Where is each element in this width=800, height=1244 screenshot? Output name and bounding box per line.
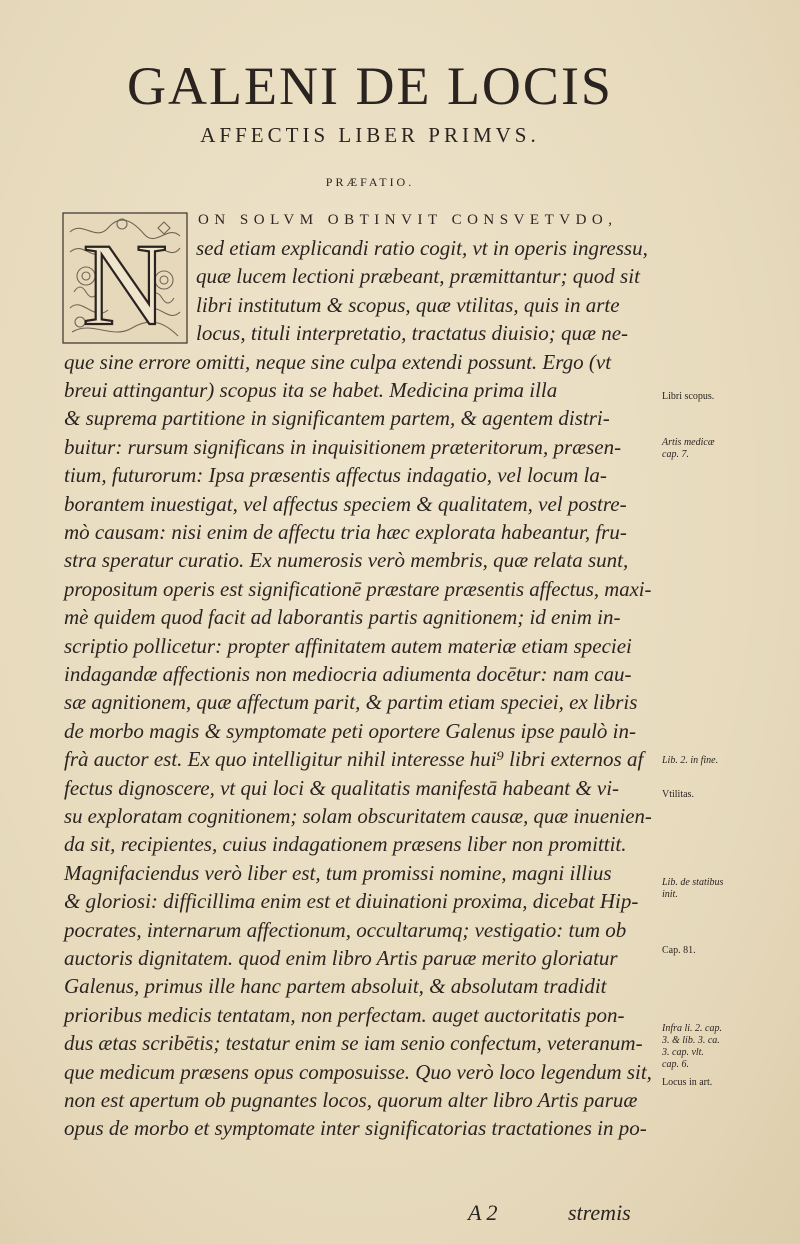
initial-letter: N xyxy=(82,219,168,344)
text-line: de morbo magis & symptomate peti oportere Galenus ipse paulò in- xyxy=(64,718,636,743)
text-line: fectus dignoscere, vt qui loci & qualitatis manifestā habeant & vi- xyxy=(64,775,620,800)
text-line: non est apertum ob pugnantes locos, quorum alter libro Artis paruæ xyxy=(64,1088,638,1112)
signature-mark: A 2 xyxy=(468,1200,498,1225)
text-line: Galenus, primus ille hanc partem absoluit, & absolutam tradidit xyxy=(64,974,607,999)
text-line: & gloriosi: difficillima enim est et diuinationi proxima, dicebat Hip- xyxy=(64,889,639,914)
margin-note-libri-scopus: Libri scopus. xyxy=(662,391,715,402)
text-line: tium, futurorum: Ipsa præsentis affectus indagatio, vel locum la- xyxy=(64,463,607,488)
margin-note-lib-de-statibus: Lib. de statibus xyxy=(662,877,724,888)
text-line: que sine errore omitti, neque sine culpa extendi possunt. Ergo (vt xyxy=(64,349,612,374)
margin-note-lib2: Lib. 2. in fine. xyxy=(662,755,719,766)
text-line: sæ agnitionem, quæ affectum parit, & partim etiam speciei, ex libris xyxy=(64,690,638,715)
text-line: scriptio pollicetur: propter affinitatem autem materiæ etiam speciei xyxy=(64,633,632,658)
text-line: breui attingantur) scopus ita se habet. Medicina prima illa xyxy=(64,378,558,402)
catchword: stremis xyxy=(568,1200,631,1225)
text-line: locus, tituli interpretatio, tractatus diuisio; quæ ne- xyxy=(196,321,629,346)
margin-note-infra-1: Infra li. 2. cap. xyxy=(662,1023,722,1034)
text-line: stra speratur curatio. Ex numerosis verò membris, quæ relata sunt, xyxy=(64,548,629,573)
page-subtitle: AFFECTIS LIBER PRIMVS. xyxy=(200,123,540,147)
margin-note-cap7: cap. 7. xyxy=(662,449,689,460)
text-line: propositum operis est significationē præstare præsentis affectus, maxi- xyxy=(64,576,652,601)
margin-note-cap81: Cap. 81. xyxy=(662,945,696,956)
text-line: libri institutum & scopus, quæ vtilitas, quis in arte xyxy=(196,292,620,317)
text-line: mò causam: nisi enim de affectu tria hæc explorata habeantur, fru- xyxy=(64,520,627,544)
text-line: borantem inuestigat, vel affectus speciem & qualitatem, vel postre- xyxy=(64,491,627,516)
margin-note-artis-medicae: Artis medicæ xyxy=(662,437,715,448)
margin-note-infra-4: cap. 6. xyxy=(662,1059,689,1070)
decorated-initial-n xyxy=(62,212,188,344)
text-line: sed etiam explicandi ratio cogit, vt in operis ingressu, xyxy=(196,236,648,260)
margin-note-init: init. xyxy=(662,889,678,900)
text-line: pocrates, internarum affectionum, occultarumq; vestigatio: tum ob xyxy=(64,917,627,942)
text-line: su exploratam cognitionem; solam obscuritatem causæ, quæ inuenien- xyxy=(64,804,652,828)
text-line: prioribus medicis tentatam, non perfectam. auget auctoritatis pon- xyxy=(64,1002,625,1027)
text-line: mè quidem quod facit ad laborantis partis agnitionem; id enim in- xyxy=(64,605,621,630)
section-heading: PRÆFATIO. xyxy=(325,175,415,189)
text-line: auctoris dignitatem. quod enim libro Artis paruæ merito gloriatur xyxy=(64,946,618,970)
text-line: indagandæ affectionis non mediocria adiumenta docētur: nam cau- xyxy=(64,662,632,686)
text-line: opus de morbo et symptomate inter significatorias tractationes in po- xyxy=(64,1116,647,1141)
page-title: GALENI DE LOCIS xyxy=(127,56,613,116)
text-line: buitur: rursum significans in inquisitionem præteritorum, præsen- xyxy=(64,434,622,459)
margin-note-vtilitas: Vtilitas. xyxy=(662,789,694,800)
text-line: dus ætas scribētis; testatur enim se iam senio confectum, veteranum- xyxy=(64,1031,643,1056)
margin-note-locus-in-art: Locus in art. xyxy=(662,1077,713,1088)
text-line: quæ lucem lectioni præbeant, præmittantur; quod sit xyxy=(196,264,640,289)
text-line: frà auctor est. Ex quo intelligitur nihil interesse hui⁹ libri externos af xyxy=(64,747,644,772)
first-line: ON SOLVM OBTINVIT CONSVETVDO, xyxy=(198,212,618,228)
margin-note-infra-2: 3. & lib. 3. ca. xyxy=(662,1035,720,1046)
text-line: que medicum præsens opus composuisse. Quo verò loco legendum sit, xyxy=(64,1059,652,1084)
text-line: da sit, recipientes, cuius indagationem præsens liber non promittit. xyxy=(64,832,627,857)
margin-note-infra-3: 3. cap. vlt. xyxy=(662,1047,704,1058)
text-line: & suprema partitione in significantem partem, & agentem distri- xyxy=(64,406,610,431)
text-line: Magnifaciendus verò liber est, tum promissi nomine, magni illius xyxy=(64,860,612,885)
